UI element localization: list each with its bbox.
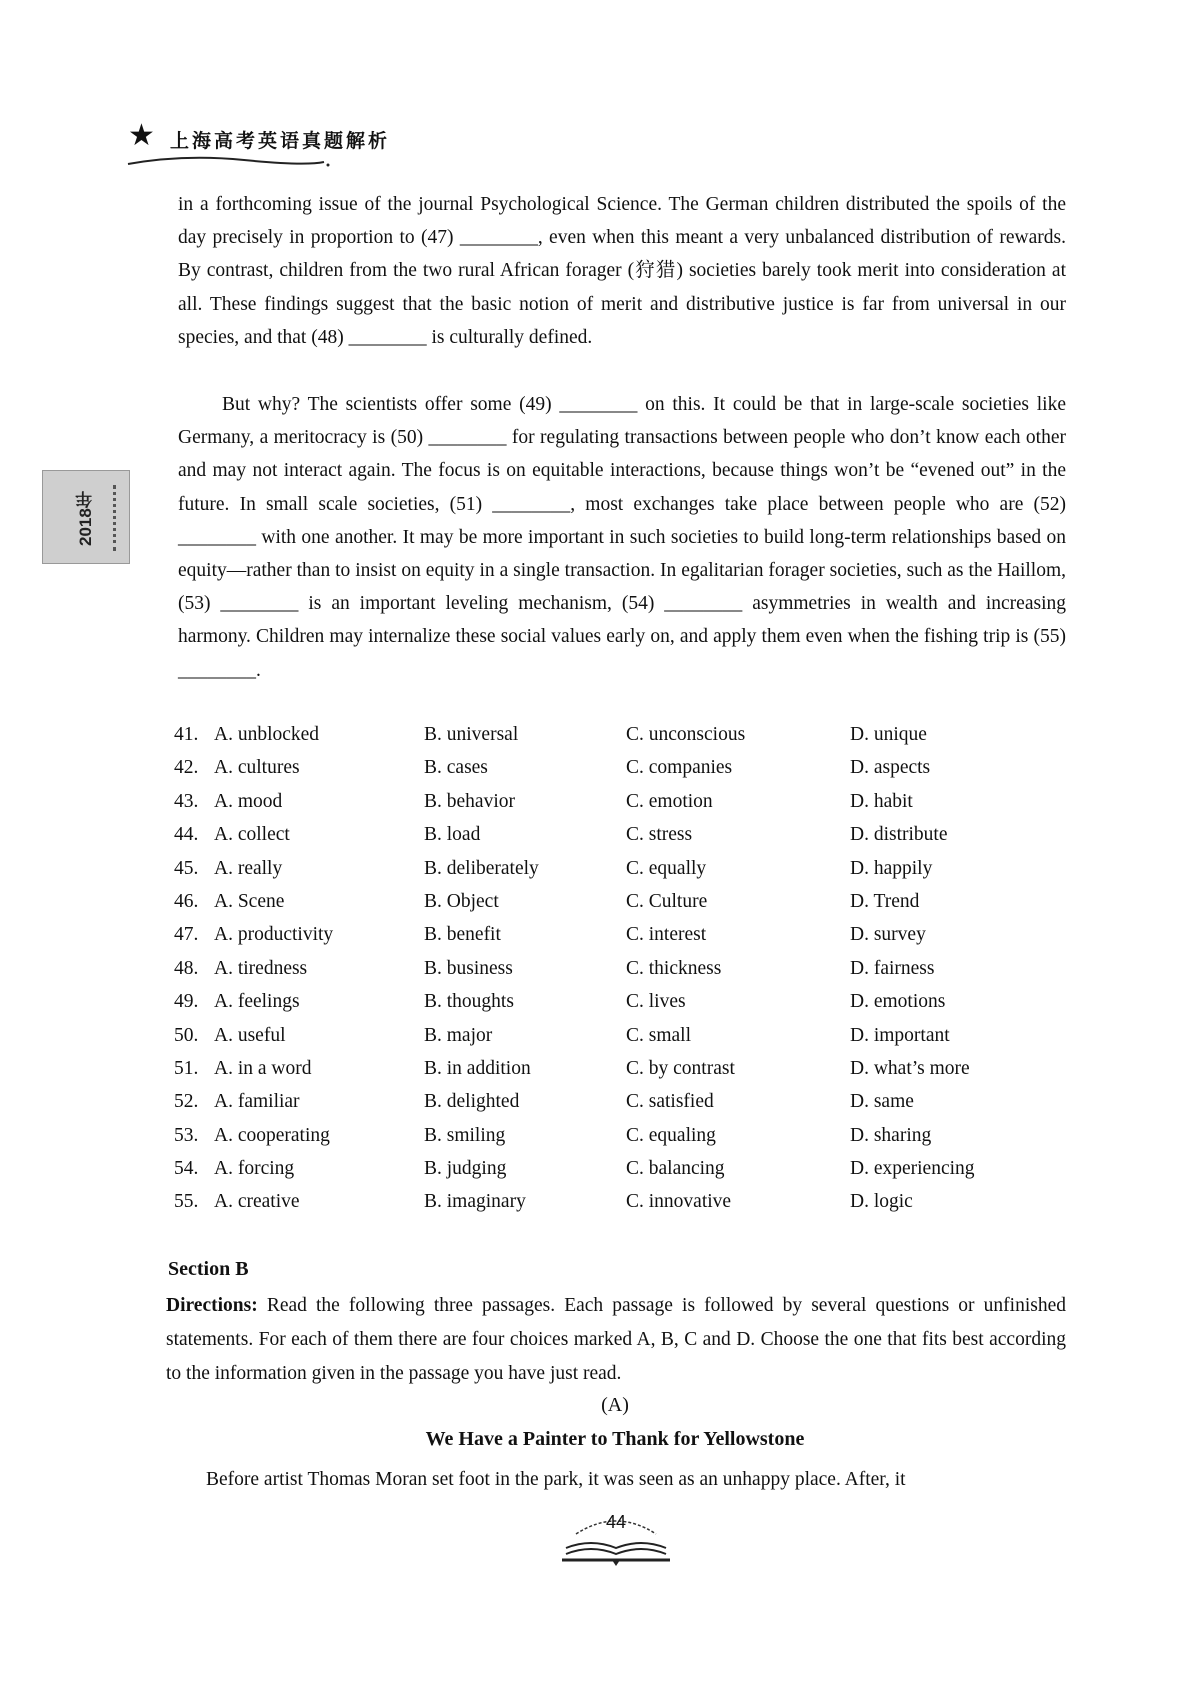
question-number: 43. bbox=[174, 790, 199, 812]
choice-a: A. tiredness bbox=[214, 957, 308, 979]
choice-d: D. happily bbox=[850, 857, 933, 879]
choice-b: B. behavior bbox=[424, 790, 515, 812]
choice-b: B. deliberately bbox=[424, 857, 539, 879]
choice-c: C. balancing bbox=[626, 1158, 725, 1180]
choice-c: C. emotion bbox=[626, 790, 713, 812]
question-number: 45. bbox=[174, 857, 199, 879]
choice-a: A. forcing bbox=[214, 1158, 295, 1180]
choice-c: C. thickness bbox=[626, 957, 722, 979]
option-row bbox=[174, 785, 1074, 818]
option-row bbox=[174, 1119, 1074, 1152]
question-number: 49. bbox=[174, 991, 199, 1013]
choice-d: D. habit bbox=[850, 790, 913, 812]
choice-b: B. universal bbox=[424, 724, 519, 745]
choice-c: C. companies bbox=[626, 757, 733, 779]
choice-a: A. familiar bbox=[214, 1091, 300, 1113]
choice-b: B. major bbox=[424, 1024, 493, 1046]
choice-d: D. emotions bbox=[850, 991, 946, 1013]
choice-a: A. productivity bbox=[214, 924, 334, 946]
choice-a: A. collect bbox=[214, 824, 290, 846]
choice-d: D. aspects bbox=[850, 757, 931, 779]
choice-b: B. business bbox=[424, 957, 513, 979]
option-row bbox=[174, 1052, 1074, 1085]
choice-a: A. useful bbox=[214, 1024, 286, 1046]
choice-c: C. innovative bbox=[626, 1191, 732, 1213]
option-row bbox=[174, 918, 1074, 951]
directions-text: Read the following three passages. Each passage is followed by several questions or unfinished statements. For each of them there are four choices marked A, B, C and D. Choose the one that fits best according to the information given in the passage you have just read. bbox=[166, 1295, 1066, 1384]
book-title: 上海高考英语真题解析 bbox=[170, 131, 391, 152]
choice-c: C. lives bbox=[626, 991, 686, 1013]
choice-c: C. unconscious bbox=[626, 724, 746, 745]
swoosh-decoration bbox=[124, 152, 334, 168]
passage-label: (A) bbox=[601, 1394, 629, 1416]
page-footer bbox=[556, 1508, 676, 1570]
choice-a: A. cooperating bbox=[214, 1124, 330, 1146]
question-number: 55. bbox=[174, 1191, 199, 1213]
choice-c: C. small bbox=[626, 1024, 692, 1046]
choice-c: C. equally bbox=[626, 857, 707, 879]
choice-d: D. unique bbox=[850, 724, 927, 745]
passage-first-line: Before artist Thomas Moran set foot in the park, it was seen as an unhappy place. After, it bbox=[206, 1469, 906, 1490]
choice-d: D. sharing bbox=[850, 1124, 932, 1146]
directions-paragraph bbox=[166, 1289, 1066, 1390]
choice-d: D. what’s more bbox=[850, 1057, 970, 1079]
option-row bbox=[174, 852, 1074, 885]
question-number: 48. bbox=[174, 957, 199, 979]
choice-d: D. distribute bbox=[850, 824, 948, 846]
choice-a: A. in a word bbox=[214, 1057, 312, 1079]
choice-b: B. load bbox=[424, 824, 481, 846]
choice-d: D. logic bbox=[850, 1191, 913, 1213]
tab-dots bbox=[113, 485, 126, 551]
option-row bbox=[174, 1152, 1074, 1185]
choice-c: C. satisfied bbox=[626, 1091, 714, 1113]
choice-a: A. Scene bbox=[214, 890, 285, 912]
option-row bbox=[174, 952, 1074, 985]
year-label: 2018年 bbox=[76, 491, 95, 547]
choice-c: C. interest bbox=[626, 924, 707, 946]
choice-c: C. Culture bbox=[626, 890, 708, 912]
choice-d: D. experiencing bbox=[850, 1158, 975, 1180]
question-number: 50. bbox=[174, 1024, 199, 1046]
option-row bbox=[174, 1019, 1074, 1052]
choice-c: C. stress bbox=[626, 824, 693, 846]
section-heading: Section B bbox=[168, 1258, 249, 1280]
question-number: 53. bbox=[174, 1124, 199, 1146]
passage-paragraph-1: in a forthcoming issue of the journal Psychological Science. The German children distributed the spoils of the day precisely in proportion to (47) ________, even when this meant a very unbalanced distribution of rewards. By contrast, children from the two rural African forager (狩猎) societies barely took merit into consideration at all. These findings suggest that the basic notion of merit and distributive justice is far from universal in our species, and that (48) ________ is culturally defined. bbox=[178, 194, 1066, 348]
choice-c: C. by contrast bbox=[626, 1057, 735, 1079]
choice-a: A. creative bbox=[214, 1191, 300, 1213]
book-header bbox=[118, 118, 418, 178]
option-row bbox=[174, 1185, 1074, 1218]
choice-b: B. thoughts bbox=[424, 991, 514, 1013]
question-number: 51. bbox=[174, 1057, 199, 1079]
year-side-tab bbox=[42, 470, 130, 564]
choice-a: A. really bbox=[214, 857, 283, 879]
choice-b: B. imaginary bbox=[424, 1191, 526, 1213]
question-number: 41. bbox=[174, 724, 199, 745]
choice-d: D. fairness bbox=[850, 957, 935, 979]
choice-a: A. cultures bbox=[214, 757, 300, 779]
choice-c: C. equaling bbox=[626, 1124, 716, 1146]
answer-options-list bbox=[174, 718, 1074, 1219]
directions-label: Directions: bbox=[166, 1295, 258, 1316]
page-number: 44 bbox=[605, 1512, 627, 1532]
choice-d: D. important bbox=[850, 1024, 950, 1046]
choice-d: D. Trend bbox=[850, 890, 920, 912]
question-number: 54. bbox=[174, 1158, 199, 1180]
choice-a: A. mood bbox=[214, 790, 283, 812]
option-row bbox=[174, 818, 1074, 851]
choice-b: B. judging bbox=[424, 1158, 507, 1180]
choice-d: D. same bbox=[850, 1091, 914, 1113]
choice-b: B. in addition bbox=[424, 1057, 531, 1079]
question-number: 44. bbox=[174, 824, 199, 846]
question-number: 46. bbox=[174, 890, 199, 912]
question-number: 52. bbox=[174, 1091, 199, 1113]
option-row bbox=[174, 1085, 1074, 1118]
question-number: 47. bbox=[174, 924, 199, 946]
question-number: 42. bbox=[174, 757, 199, 779]
option-row bbox=[174, 885, 1074, 918]
choice-b: B. Object bbox=[424, 890, 499, 912]
choice-b: B. cases bbox=[424, 757, 488, 779]
star-icon: ★ bbox=[128, 119, 155, 152]
choice-a: A. feelings bbox=[214, 991, 300, 1013]
choice-b: B. smiling bbox=[424, 1124, 506, 1146]
option-row bbox=[174, 985, 1074, 1018]
passage-title: We Have a Painter to Thank for Yellowstone bbox=[425, 1428, 805, 1450]
option-row bbox=[174, 751, 1074, 784]
choice-d: D. survey bbox=[850, 924, 926, 946]
choice-b: B. delighted bbox=[424, 1091, 520, 1113]
option-row bbox=[174, 718, 1074, 751]
choice-a: A. unblocked bbox=[214, 724, 320, 745]
passage-paragraph-2: But why? The scientists offer some (49) ________ on this. It could be that in large-scale societies like Germany, a meritocracy is (50) ________ for regulating transactions between people who don’t know each other and may not interact again. The focus is on equitable interactions, because things won’t be “evened out” in the future. In small scale societies, (51) ________, most exchanges take place between people who are (52) ________ with one another. It may be more important in such societies to build long-term relationships based on equity—rather than to insist on equity in a single transaction. In egalitarian forager societies, such as the Haillom, (53) ________ is an important leveling mechanism, (54) ________ asymmetries in wealth and increasing harmony. Children may internalize these social values early on, and apply them even when the fishing trip is (55) ________. bbox=[178, 394, 1066, 681]
choice-b: B. benefit bbox=[424, 924, 501, 946]
